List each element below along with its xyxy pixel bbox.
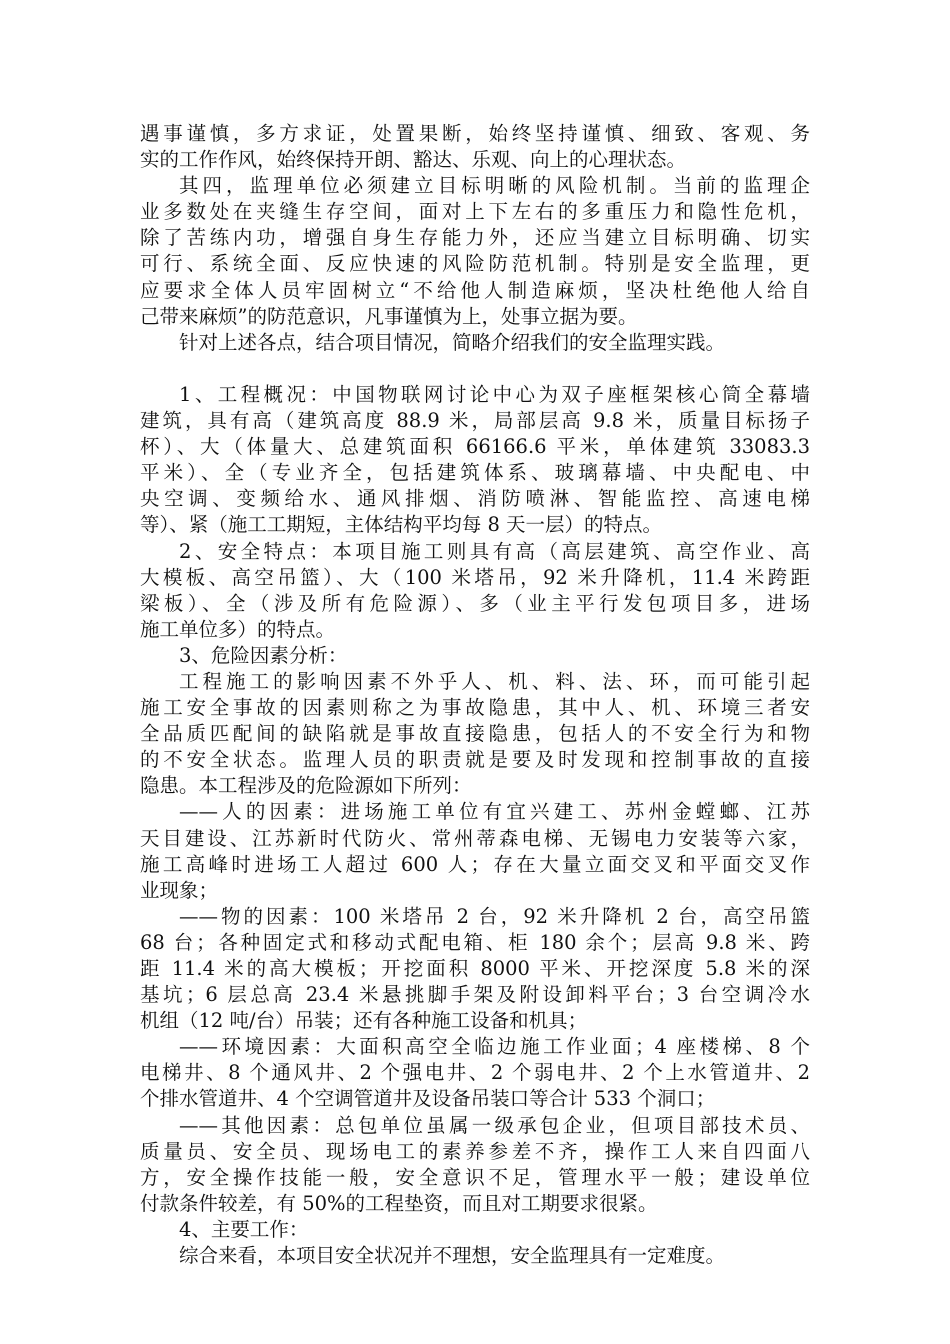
text-line: 平米）、全（专业齐全，包括建筑体系、玻璃幕墙、中央配电、中 <box>140 461 810 485</box>
text-line: 施工单位多）的特点。 <box>140 617 336 641</box>
text-line: 个排水管道井、4 个空调管道井及设备吊装口等合计 533 个洞口； <box>140 1087 716 1111</box>
text-line: 针对上述各点，结合项目情况，简略介绍我们的安全监理实践。 <box>179 330 726 354</box>
text-line: 68 台；各种固定式和移动式配电箱、柜 180 余个；层高 9.8 米、跨 <box>140 930 810 954</box>
text-line: 全品质匹配间的缺陷就是事故直接隐患，包括人的不安全行为和物 <box>140 722 810 746</box>
text-line: 央空调、变频给水、通风排烟、消防喷淋、智能监控、高速电梯 <box>140 487 810 511</box>
text-line: 机组（12 吨/台）吊装；还有各种施工设备和机具； <box>140 1009 588 1033</box>
text-line: ——人的因素：进场施工单位有宜兴建工、苏州金螳螂、江苏 <box>179 800 810 824</box>
text-line: 方，安全操作技能一般，安全意识不足，管理水平一般；建设单位 <box>140 1165 810 1189</box>
text-line: 隐患。本工程涉及的危险源如下所列： <box>140 774 472 798</box>
document-body <box>140 121 810 1269</box>
text-line: 应要求全体人员牢固树立“不给他人制造麻烦，坚决杜绝他人给自 <box>140 278 810 302</box>
text-line: 施工安全事故的因素则称之为事故隐患，其中人、机、环境三者安 <box>140 696 810 720</box>
text-line: 等）、紧（施工工期短，主体结构平均每 8 天一层）的特点。 <box>140 513 663 537</box>
text-line: 业多数处在夹缝生存空间，面对上下左右的多重压力和隐性危机， <box>140 200 810 224</box>
text-line: 杯）、大（体量大、总建筑面积 66166.6 平米，单体建筑 33083.3 <box>140 435 810 459</box>
text-line: 距 11.4 米的高大模板；开挖面积 8000 平米、开挖深度 5.8 米的深 <box>140 957 810 980</box>
text-line: 遇事谨慎，多方求证，处置果断，始终坚持谨慎、细致、客观、务 <box>140 122 810 145</box>
text-line: 可行、系统全面、反应快速的风险防范机制。特别是安全监理，更 <box>140 252 810 276</box>
text-line: ——物的因素：100 米塔吊 2 台，92 米升降机 2 台，高空吊篮 <box>179 904 810 928</box>
text-line: 大模板、高空吊篮）、大（100 米塔吊，92 米升降机，11.4 米跨距 <box>140 565 810 589</box>
text-line: 4、主要工作： <box>179 1217 309 1241</box>
text-line: 施工高峰时进场工人超过 600 人；存在大量立面交叉和平面交叉作 <box>140 852 810 876</box>
text-line: 基坑；6 层总高 23.4 米悬挑脚手架及附设卸料平台；3 台空调冷水 <box>140 983 810 1007</box>
text-line: 实的工作作风，始终保持开朗、豁达、乐观、向上的心理状态。 <box>140 148 687 172</box>
text-line: 梁板）、全（涉及所有危险源）、多（业主平行发包项目多，进场 <box>140 591 810 615</box>
text-line: 付款条件较差，有 50%的工程垫资，而且对工期要求很紧。 <box>140 1191 658 1215</box>
text-line: 电梯井、8 个通风井、2 个强电井、2 个弱电井、2 个上水管道井、2 <box>140 1061 810 1085</box>
text-line: 天目建设、江苏新时代防火、常州蒂森电梯、无锡电力安装等六家， <box>140 826 810 850</box>
blank-line <box>140 356 810 382</box>
text-line: 1、工程概况：中国物联网讨论中心为双子座框架核心筒全幕墙 <box>179 382 810 406</box>
text-line: 工程施工的影响因素不外乎人、机、料、法、环，而可能引起 <box>179 669 810 693</box>
text-line: 综合来看，本项目安全状况并不理想，安全监理具有一定难度。 <box>179 1244 726 1268</box>
text-line: 质量员、安全员、现场电工的素养参差不齐，操作工人来自四面八 <box>140 1139 810 1163</box>
text-line: 除了苦练内功，增强自身生存能力外，还应当建立目标明确、切实 <box>140 226 810 250</box>
text-line: 3、危险因素分析： <box>179 643 348 667</box>
text-line: 的不安全状态。监理人员的职责就是要及时发现和控制事故的直接 <box>140 748 810 772</box>
text-line: ——其他因素：总包单位虽属一级承包企业，但项目部技术员、 <box>179 1113 810 1137</box>
text-line: 己带来麻烦”的防范意识，凡事谨慎为上，处事立据为要。 <box>140 304 638 328</box>
text-line: 建筑，具有高（建筑高度 88.9 米，局部层高 9.8 米，质量目标扬子 <box>140 409 810 433</box>
text-line: 2、安全特点：本项目施工则具有高（高层建筑、高空作业、高 <box>179 539 810 563</box>
text-line: 业现象； <box>140 878 219 902</box>
text-line: ——环境因素：大面积高空全临边施工作业面；4 座楼梯、8 个 <box>179 1035 810 1059</box>
text-line: 其四，监理单位必须建立目标明晰的风险机制。当前的监理企 <box>179 174 810 198</box>
